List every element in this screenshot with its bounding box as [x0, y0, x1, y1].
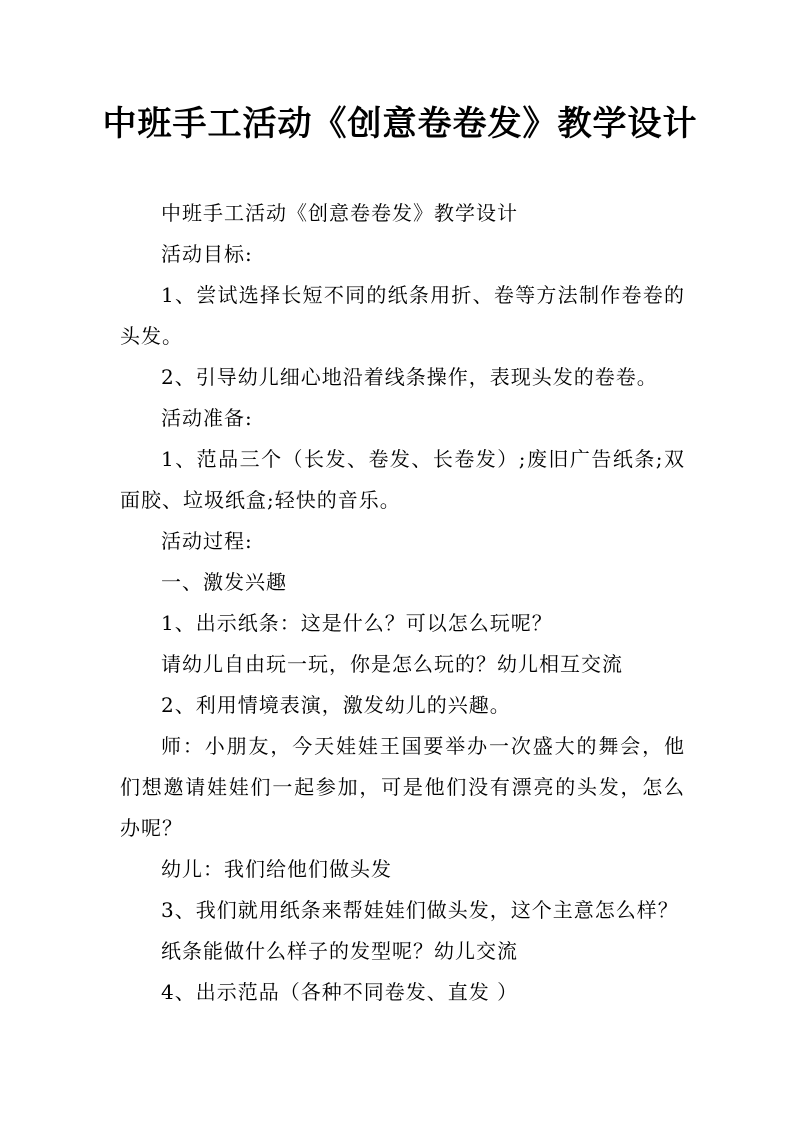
paragraph: 2、利用情境表演，激发幼儿的兴趣。	[161, 693, 511, 717]
paragraph: 3、我们就用纸条来帮娃娃们做头发，这个主意怎么样？	[161, 898, 679, 922]
section-heading: 活动目标:	[161, 242, 253, 266]
section-heading: 活动过程:	[161, 529, 253, 553]
paragraph: 幼儿：我们给他们做头发	[161, 857, 392, 881]
paragraph: 请幼儿自由玩一玩，你是怎么玩的？幼儿相互交流	[161, 652, 623, 676]
paragraph: 2、引导幼儿细心地沿着线条操作，表现头发的卷卷。	[161, 365, 658, 389]
paragraph: 1、出示纸条：这是什么？可以怎么玩呢？	[161, 611, 553, 635]
paragraph: 1、范品三个（长发、卷发、长卷发）;废旧广告纸条;双面胶、垃圾纸盒;轻快的音乐。	[120, 447, 685, 512]
subsection-heading: 一、激发兴趣	[161, 570, 287, 594]
paragraph: 中班手工活动《创意卷卷发》教学设计	[161, 201, 518, 225]
paragraph: 1、尝试选择长短不同的纸条用折、卷等方法制作卷卷的头发。	[120, 283, 685, 348]
paragraph: 4、出示范品（各种不同卷发、直发 ）	[161, 980, 519, 1004]
document-title: 中班手工活动《创意卷卷发》教学设计	[102, 104, 698, 144]
section-heading: 活动准备:	[161, 406, 253, 430]
paragraph: 师：小朋友，今天娃娃王国要举办一次盛大的舞会，他们想邀请娃娃们一起参加，可是他们没有漂亮的头发，怎么办呢？	[120, 734, 685, 840]
document-body	[120, 193, 685, 1013]
paragraph: 纸条能做什么样子的发型呢？幼儿交流	[161, 939, 518, 963]
